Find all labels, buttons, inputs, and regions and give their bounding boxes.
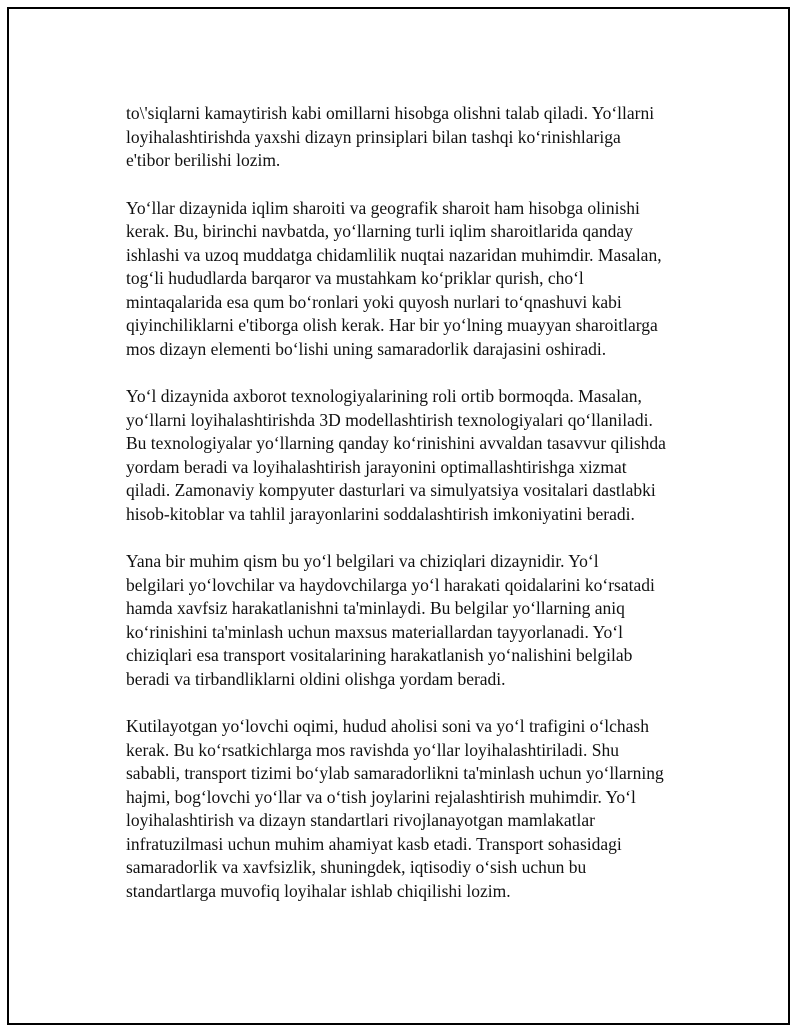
paragraph-line: mos dizayn elementi bo‘lishi uning samaradorlik darajasini oshiradi.	[126, 338, 607, 359]
paragraph-line: standartlarga muvofiq loyihalar ishlab chiqilishi lozim.	[126, 880, 511, 901]
paragraph-line: tog‘li hududlarda barqaror va mustahkam ko‘priklar qurish, cho‘l	[126, 268, 584, 288]
paragraph-line: qiladi. Zamonaviy kompyuter dasturlari va simulyatsiya vositalari dastlabki	[126, 480, 656, 500]
paragraph-line: belgilari yo‘lovchilar va haydovchilarga yo‘l harakati qoidalarini ko‘rsatadi	[126, 574, 655, 595]
paragraph-line: loyihalashtirishda yaxshi dizayn prinsiplari bilan tashqi ko‘rinishlariga	[126, 126, 621, 147]
paragraph-line: hisob-kitoblar va tahlil jarayonlarini soddalashtirish imkoniyatini beradi.	[126, 503, 635, 524]
paragraph-line: ko‘rinishini ta'minlash uchun maxsus materiallardan tayyorlanadi. Yo‘l	[126, 621, 623, 642]
page-frame	[7, 7, 790, 1025]
paragraph-line: Yo‘l dizaynida axborot texnologiyalarining roli ortib bormoqda. Masalan,	[126, 386, 642, 406]
paragraph-3	[126, 385, 706, 526]
paragraph-line: Yo‘llar dizaynida iqlim sharoiti va geografik sharoit ham hisobga olinishi	[126, 197, 640, 218]
paragraph-line: qiyinchiliklarni e'tiborga olish kerak. Har bir yo‘lning muayyan sharoitlarga	[126, 315, 658, 335]
paragraph-line: sababli, transport tizimi bo‘ylab samaradorlikni ta'minlash uchun yo‘llarning	[126, 763, 664, 783]
paragraph-line: Kutilayotgan yo‘lovchi oqimi, hudud aholisi soni va yo‘l trafigini o‘lchash	[126, 716, 649, 736]
paragraph-line: Bu texnologiyalar yo‘llarning qanday ko‘rinishini avvaldan tasavvur qilishda	[126, 433, 666, 453]
paragraph-line: infratuzilmasi uchun muhim ahamiyat kasb etadi. Transport sohasidagi	[126, 833, 622, 854]
paragraph-line: mintaqalarida esa qum bo‘ronlari yoki quyosh nurlari to‘qnashuvi kabi	[126, 291, 622, 312]
paragraph-line: kerak. Bu, birinchi navbatda, yo‘llarning turli iqlim sharoitlarida qanday	[126, 221, 633, 241]
paragraph-line: chiziqlari esa transport vositalarining harakatlanish yo‘nalishini belgilab	[126, 645, 633, 665]
paragraph-line: loyihalashtirish va dizayn standartlari rivojlanayotgan mamlakatlar	[126, 810, 595, 830]
paragraph-line: yordam beradi va loyihalashtirish jarayonini optimallashtirishga xizmat	[126, 456, 627, 477]
paragraph-line: ishlashi va uzoq muddatga chidamlilik nuqtai nazaridan muhimdir. Masalan,	[126, 244, 662, 265]
paragraph-line: Yana bir muhim qism bu yo‘l belgilari va chiziqlari dizaynidir. Yo‘l	[126, 551, 599, 571]
paragraph-line: e'tibor berilishi lozim.	[126, 150, 281, 170]
paragraph-line: hajmi, bog‘lovchi yo‘llar va o‘tish joylarini rejalashtirish muhimdir. Yo‘l	[126, 786, 636, 807]
paragraph-line: kerak. Bu ko‘rsatkichlarga mos ravishda yo‘llar loyihalashtiriladi. Shu	[126, 739, 619, 760]
paragraph-line: hamda xavfsiz harakatlanishni ta'minlaydi. Bu belgilar yo‘llarning aniq	[126, 598, 625, 618]
paragraph-line: samaradorlik va xavfsizlik, shuningdek, iqtisodiy o‘sish uchun bu	[126, 857, 587, 877]
paragraph-line: yo‘llarni loyihalashtirishda 3D modellashtirish texnologiyalari qo‘llaniladi.	[126, 409, 653, 430]
paragraph-line: beradi va tirbandliklarni oldini olishga yordam beradi.	[126, 668, 506, 689]
paragraph-4	[126, 550, 706, 691]
paragraph-5	[126, 715, 706, 903]
paragraph-1	[126, 102, 706, 173]
paragraph-2	[126, 197, 706, 362]
page-body	[126, 102, 706, 927]
paragraph-line: to\'siqlarni kamaytirish kabi omillarni hisobga olishni talab qiladi. Yo‘llarni	[126, 103, 655, 123]
